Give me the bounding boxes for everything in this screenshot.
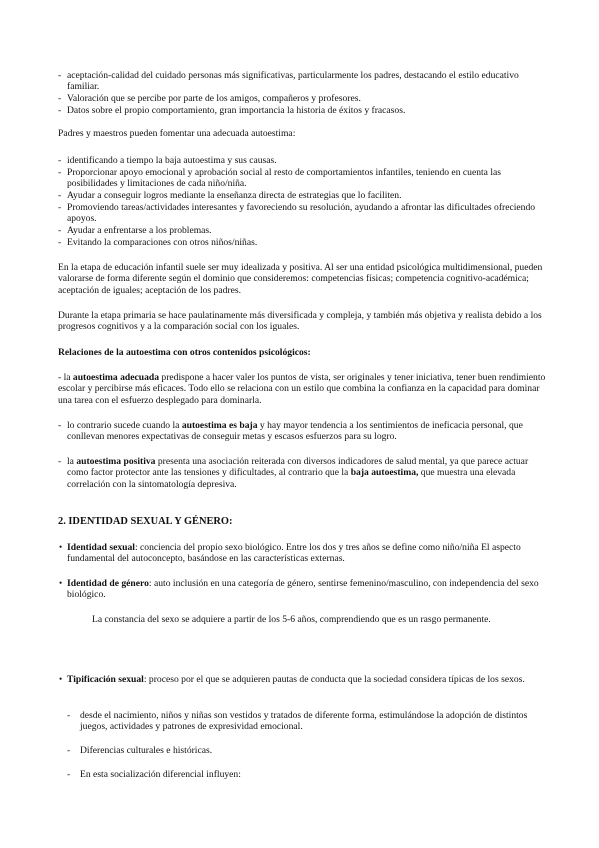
paragraph-padres: Padres y maestros pueden fomentar una adecuada autoestima: (58, 128, 296, 139)
section-2-heading: 2. IDENTIDAD SEXUAL Y GÉNERO: (58, 516, 233, 527)
constancia-note: La constancia del sexo se adquiere a partir de los 5-6 años, comprendiendo que es un rasgo permanente. (92, 614, 491, 625)
list-dash: - (58, 167, 62, 178)
list-item: Ayudar a enfrentarse a los problemas. (67, 225, 212, 236)
list-item: Promoviendo tareas/actividades interesantes y favoreciendo su resolución, ayudando a afrontar las dificultades ofreciendo apoyos. (67, 202, 536, 225)
relaciones-paragraph-1 (58, 372, 548, 406)
text-run: lo contrario sucede cuando la (67, 420, 182, 431)
bold-term: Identidad sexual (67, 542, 135, 553)
bold-term: baja autoestima, (350, 467, 419, 479)
tipificacion-subitem: desde el nacimiento, niños y niñas son vestidos y tratados de diferente forma, estimulándose la adopción de distintos juegos, actividades y patrones de expresividad emocional. (80, 710, 528, 733)
bullet-dot: • (59, 578, 63, 588)
relaciones-paragraph-3 (67, 456, 547, 490)
text-run: predispone a hacer valer los puntos de vista, ser originales y tener iniciativa, tener buen rendimiento escolar y percibirse más eficaces. Todo ello se relaciona con un estilo que combina la confianza en la capacidad para dominar una tarea con el esfuerzo desplegado para dominarla. (58, 372, 546, 406)
list-dash: - (58, 237, 62, 248)
list-dash: - (58, 155, 62, 166)
list-dash: - (58, 93, 62, 104)
identidad-genero-item (67, 578, 547, 601)
list-item: Valoración que se percibe por parte de los amigos, compañeros y profesores. (67, 93, 361, 104)
list-item: Proporcionar apoyo emocional y aprobación social al resto de comportamientos infantiles, teniendo en cuenta las posibilidades y limitaciones de cada niño/niña. (67, 167, 501, 190)
list-dash: - (58, 70, 62, 81)
bold-term: autoestima positiva (76, 456, 156, 467)
relaciones-paragraph-2 (67, 420, 547, 443)
bold-term: Identidad de género (67, 578, 149, 589)
list-item: Ayudar a conseguir logros mediante la enseñanza directa de estrategias que lo faciliten. (67, 190, 402, 201)
list-item: Evitando la comparaciones con otros niños/niñas. (67, 237, 258, 248)
text-run: la (67, 456, 77, 467)
text-run: que muestra una elevada correlación con la sintomatología depresiva. (67, 467, 516, 490)
list-item: identificando a tiempo la baja autoestima y sus causas. (67, 155, 277, 166)
bullet-dot: • (59, 542, 63, 552)
list-dash: - (67, 710, 71, 721)
relaciones-heading: Relaciones de la autoestima con otros contenidos psicológicos: (58, 347, 311, 358)
bold-term: autoestima es baja (181, 420, 258, 431)
list-dash: - (58, 420, 62, 431)
tipificacion-subitem: En esta socialización diferencial influyen: (80, 769, 241, 780)
list-item: aceptación-calidad del cuidado personas más significativas, particularmente los padres, destacando el estilo educativo familiar. (67, 70, 519, 93)
list-dash: - (58, 456, 62, 467)
text-run: : conciencia del propio sexo biológico. Entre los dos y tres años se define como niño/niña El aspecto fundamental del autoconcepto, basándose en las características externas. (67, 542, 521, 565)
tipificacion-item (67, 674, 547, 685)
identidad-sexual-item (67, 542, 547, 565)
text-run: : auto inclusión en una categoría de género, sentirse femenino/masculino, con independencia del sexo biológico. (67, 578, 539, 601)
tipificacion-subitem: Diferencias culturales e históricas. (80, 745, 213, 756)
list-dash: - (67, 769, 71, 780)
bold-term: autoestima adecuada (72, 372, 159, 383)
bold-term: Tipificación sexual (67, 674, 144, 685)
text-run: presenta una asociación reiterada con diversos indicadores de salud mental, ya que parece actuar como factor protector ante las tensiones y dificultades, al contrario que la (67, 456, 529, 479)
text-run: y hay mayor tendencia a los sentimientos de ineficacia personal, que conllevan menores expectativas de conseguir metas y escasos esfuerzos para su logro. (67, 420, 523, 443)
list-dash: - (58, 225, 62, 236)
text-run: - la (58, 372, 73, 383)
text-run: : proceso por el que se adquieren pautas de conducta que la sociedad considera típicas de los sexos. (143, 674, 525, 685)
paragraph-primaria: Durante la etapa primaria se hace paulatinamente más diversificada y compleja, y también más objetiva y realista debido a los progresos cognitivos y a la comparación social con los iguales. (58, 310, 542, 333)
bullet-dot: • (59, 674, 63, 684)
list-dash: - (67, 745, 71, 756)
list-item: Datos sobre el propio comportamiento, gran importancia la historia de éxitos y fracasos. (67, 105, 406, 116)
list-dash: - (58, 190, 62, 201)
list-dash: - (58, 202, 62, 213)
list-dash: - (58, 105, 62, 116)
paragraph-infantil: En la etapa de educación infantil suele ser muy idealizada y positiva. Al ser una entidad psicológica multidimensional, pueden valorarse de forma diferente según el dominio que consideremos: competencias físicas; competencia cognitivo-académica; aceptación de iguales; aceptación de los padres. (58, 262, 543, 296)
